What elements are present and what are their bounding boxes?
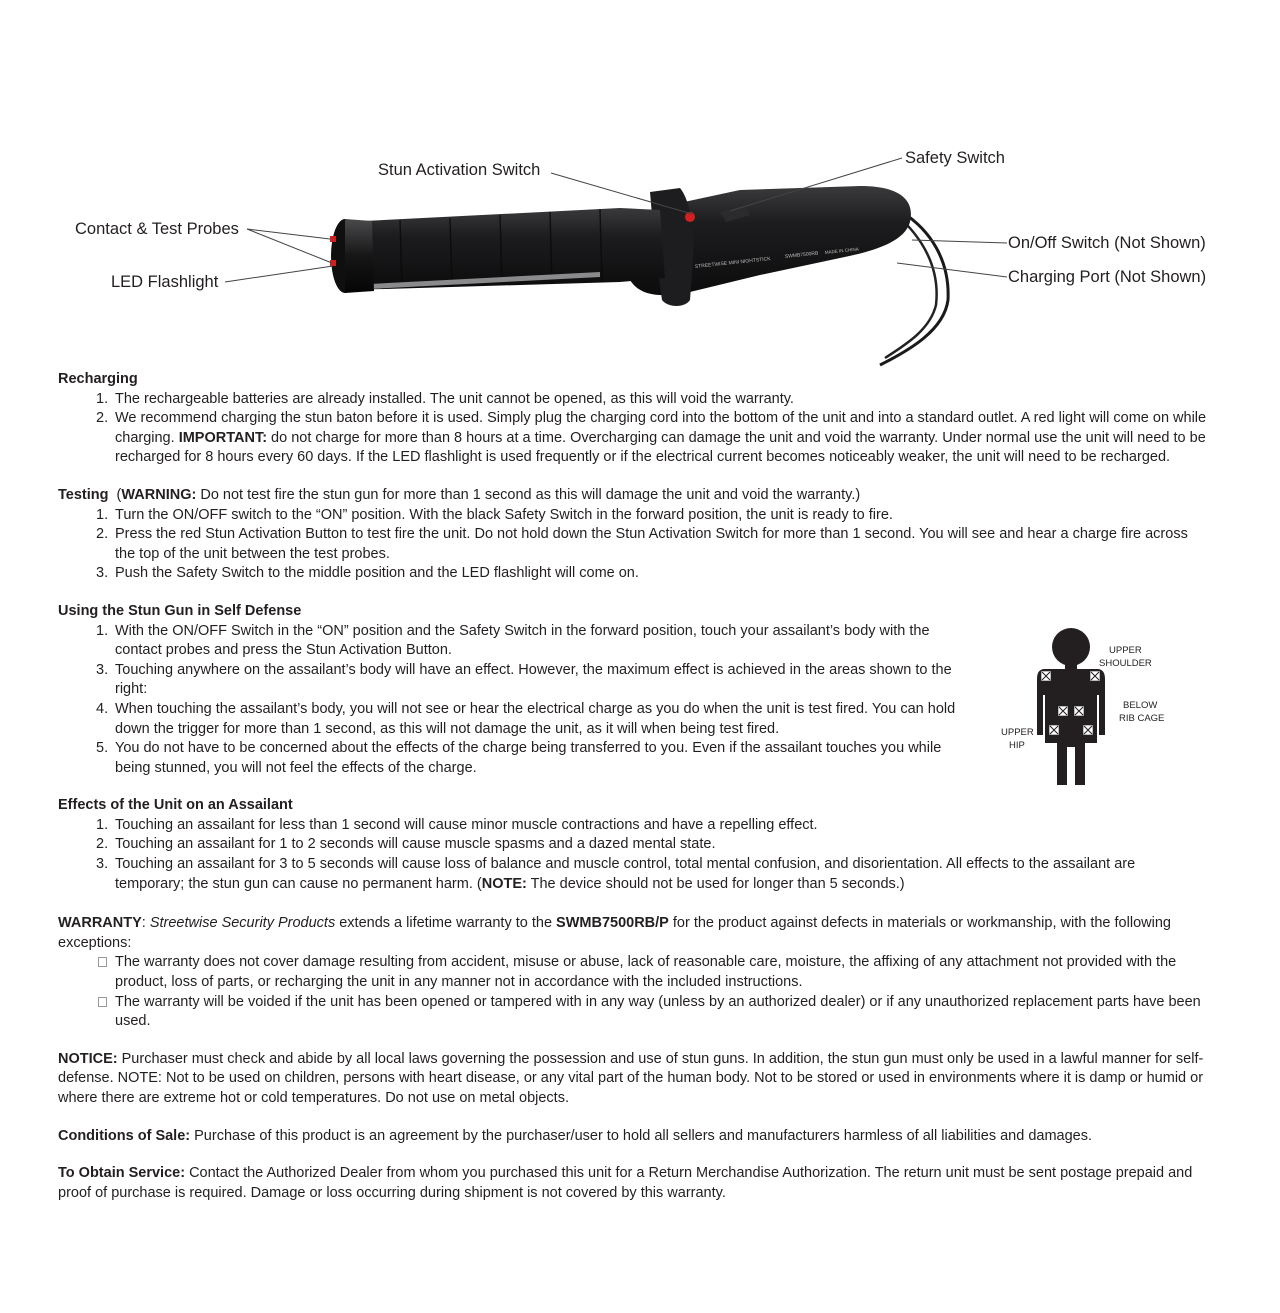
body-silhouette bbox=[995, 625, 1175, 795]
label-below-rib-1: BELOW bbox=[1123, 700, 1158, 711]
self-defense-title: Using the Stun Gun in Self Defense bbox=[58, 602, 302, 619]
product-brand-mark: STREETWISE MINI NIGHTSTICK bbox=[694, 256, 771, 270]
callout-charging-port: Charging Port (Not Shown) bbox=[1008, 268, 1207, 286]
warning-open: ( bbox=[116, 486, 122, 503]
product-origin-mark: MADE IN CHINA bbox=[824, 246, 859, 255]
list-text: We recommend charging the stun baton before it is used. Simply plug the charging cord into the bottom of the unit and into a standard outlet. A red light will come on while charging. bbox=[115, 410, 1207, 446]
list-number: 1. bbox=[96, 816, 109, 833]
list-text: The warranty will be voided if the unit has been opened or tampered with in any way (unless by an authorized dealer) or if any unauthorized replacement parts have been used. bbox=[115, 993, 1201, 1030]
service-text: Contact the Authorized Dealer from whom you purchased this unit for a Return Merchandise Authorization. The return unit must be sent postage prepaid and proof of purchase is required. Damage or loss occurring during shipment is not covered by this warranty. bbox=[58, 1165, 1193, 1201]
warranty-exceptions bbox=[58, 953, 1208, 1031]
list-text: Touching an assailant for 3 to 5 seconds will cause loss of balance and muscle control, total mental confusion, and disorientation. All effects to the assailant are temporary; the stun gun can cause no permanent harm. ( bbox=[115, 856, 1136, 892]
list-number: 3. bbox=[96, 565, 109, 582]
self-defense-list bbox=[58, 622, 958, 779]
callout-onoff-switch: On/Off Switch (Not Shown) bbox=[1008, 234, 1206, 252]
list-text: Press the red Stun Activation Button to test fire the unit. Do not hold down the Stun Activation Switch for more than 1 second. You will see and hear a charge fire across the top of the unit between the test probes. bbox=[115, 526, 1188, 562]
notice-text: Purchaser must check and abide by all local laws governing the possession and use of stun guns. In addition, the stun gun must only be used in a lawful manner for self-defense. NOTE: Not to be used on children, persons with heart disease, or any vital part of the human body. Not to be stored or used in environments where it is damp or humid or where there are extreme hot or cold temperatures. Do not use on metal objects. bbox=[58, 1050, 1204, 1106]
product-model-mark: SWMB7500RB bbox=[784, 250, 819, 260]
list-number: 1. bbox=[96, 390, 109, 407]
effects-section bbox=[58, 796, 1208, 894]
stun-baton-illustration bbox=[0, 0, 1280, 380]
callout-safety-switch: Safety Switch bbox=[905, 149, 1005, 167]
callout-stun-activation: Stun Activation Switch bbox=[378, 161, 541, 179]
conditions-paragraph bbox=[58, 1127, 1208, 1147]
list-item bbox=[58, 506, 1208, 526]
list-text: The rechargeable batteries are already installed. The unit cannot be opened, as this will void the warranty. bbox=[115, 390, 794, 407]
list-text: Touching an assailant for less than 1 second will cause minor muscle contractions and have a repelling effect. bbox=[115, 816, 818, 833]
service-paragraph bbox=[58, 1164, 1208, 1203]
list-item bbox=[58, 409, 1208, 468]
product-diagram bbox=[0, 0, 1280, 380]
list-number: 1. bbox=[96, 622, 109, 639]
label-below-rib-2: RIB CAGE bbox=[1119, 713, 1165, 724]
list-item bbox=[58, 993, 1208, 1032]
warning-label: WARNING: bbox=[121, 486, 197, 503]
notice-paragraph bbox=[58, 1050, 1208, 1109]
conditions-label: Conditions of Sale: bbox=[58, 1127, 191, 1144]
list-item bbox=[58, 835, 1208, 855]
list-number: 5. bbox=[96, 740, 109, 757]
callout-led-flashlight: LED Flashlight bbox=[111, 273, 219, 291]
list-item bbox=[58, 855, 1208, 894]
testing-list bbox=[58, 506, 1208, 584]
note-label: NOTE: bbox=[481, 875, 527, 892]
label-upper-shoulder-1: UPPER bbox=[1109, 645, 1142, 656]
recharging-section bbox=[58, 370, 1208, 468]
callout-contact-probes: Contact & Test Probes bbox=[75, 220, 239, 238]
label-upper-hip-1: UPPER bbox=[1001, 727, 1034, 738]
list-item bbox=[58, 390, 1208, 410]
warranty-label: WARRANTY bbox=[58, 915, 142, 932]
list-number: 3. bbox=[96, 856, 109, 873]
list-item bbox=[58, 816, 1208, 836]
self-defense-section bbox=[58, 602, 958, 778]
list-text: Turn the ON/OFF switch to the “ON” position. With the black Safety Switch in the forward position, the unit is ready to fire. bbox=[115, 506, 893, 523]
bullet-box-icon bbox=[98, 957, 107, 967]
list-text: The device should not be used for longer than 5 seconds.) bbox=[526, 875, 905, 892]
recharging-list bbox=[58, 390, 1208, 468]
testing-heading bbox=[58, 486, 1208, 506]
list-item bbox=[58, 739, 958, 778]
warranty-model: SWMB7500RB/P bbox=[556, 915, 669, 932]
testing-section bbox=[58, 486, 1208, 584]
service-label: To Obtain Service: bbox=[58, 1165, 186, 1182]
label-upper-hip-2: HIP bbox=[1009, 740, 1025, 751]
list-text: When touching the assailant’s body, you will not see or hear the electrical charge as you do when the unit is test fired. You can hold down the trigger for more than 1 second, as this will not damage the unit, as it will when being test fired. bbox=[115, 700, 956, 737]
warranty-company: Streetwise Security Products bbox=[149, 915, 336, 932]
effects-title: Effects of the Unit on an Assailant bbox=[58, 797, 293, 814]
warranty-intro bbox=[58, 914, 1208, 953]
warning-text: Do not test fire the stun gun for more than 1 second as this will damage the unit and void the warranty.) bbox=[196, 486, 861, 503]
list-number: 2. bbox=[96, 526, 109, 543]
list-text: With the ON/OFF Switch in the “ON” position and the Safety Switch in the forward position, touch your assailant’s body with the contact probes and press the Stun Activation Button. bbox=[115, 622, 930, 659]
list-item bbox=[58, 953, 1208, 992]
list-item bbox=[58, 564, 1208, 584]
list-number: 2. bbox=[96, 410, 109, 427]
warranty-text: for the product against defects in materials or workmanship, with the following exceptions: bbox=[58, 915, 1171, 951]
list-text: Push the Safety Switch to the middle position and the LED flashlight will come on. bbox=[115, 565, 639, 582]
effects-list bbox=[58, 816, 1208, 894]
warranty-colon: : bbox=[141, 915, 150, 932]
list-item bbox=[58, 661, 958, 700]
list-item bbox=[58, 525, 1208, 564]
list-number: 3. bbox=[96, 661, 109, 678]
conditions-text: Purchase of this product is an agreement by the purchaser/user to hold all sellers and manufacturers harmless of all liabilities and damages. bbox=[190, 1127, 1092, 1144]
recharging-title: Recharging bbox=[58, 371, 138, 387]
baton-head bbox=[345, 219, 374, 293]
target-areas-figure bbox=[995, 625, 1175, 795]
instructions-document bbox=[58, 370, 1208, 1221]
list-text: do not charge for more than 8 hours at a time. Overcharging can damage the unit and void the warranty. Under normal use the unit will need to be recharged for 8 hours every 60 days. If the LED flashlight is used frequently or if the electrical current becomes noticeably weaker, the unit will need to be recharged. bbox=[115, 429, 1206, 466]
list-text: The warranty does not cover damage resulting from accident, misuse or abuse, lack of reasonable care, moisture, the affixing of any attachment not provided with the product, loss of parts, or recharging the unit in any manner not in accordance with the included instructions. bbox=[115, 954, 1177, 991]
list-text: Touching anywhere on the assailant’s body will have an effect. However, the maximum effect is achieved in the areas shown to the right: bbox=[115, 661, 952, 698]
testing-title: Testing bbox=[58, 486, 109, 503]
label-upper-shoulder-2: SHOULDER bbox=[1099, 658, 1152, 669]
bullet-box-icon bbox=[98, 997, 107, 1007]
list-number: 1. bbox=[96, 506, 109, 523]
list-item bbox=[58, 622, 958, 661]
important-label: IMPORTANT: bbox=[178, 429, 268, 446]
list-item bbox=[58, 700, 958, 739]
warranty-text: extends a lifetime warranty to the bbox=[335, 915, 557, 932]
warranty-section bbox=[58, 914, 1208, 1032]
list-text: Touching an assailant for 1 to 2 seconds will cause muscle spasms and a dazed mental state. bbox=[115, 836, 716, 853]
notice-label: NOTICE: bbox=[58, 1050, 118, 1067]
list-number: 2. bbox=[96, 836, 109, 853]
list-number: 4. bbox=[96, 700, 109, 717]
list-text: You do not have to be concerned about the effects of the charge being transferred to you. Even if the assailant touches you while being stunned, you will not feel the effects of the charge. bbox=[115, 740, 942, 776]
